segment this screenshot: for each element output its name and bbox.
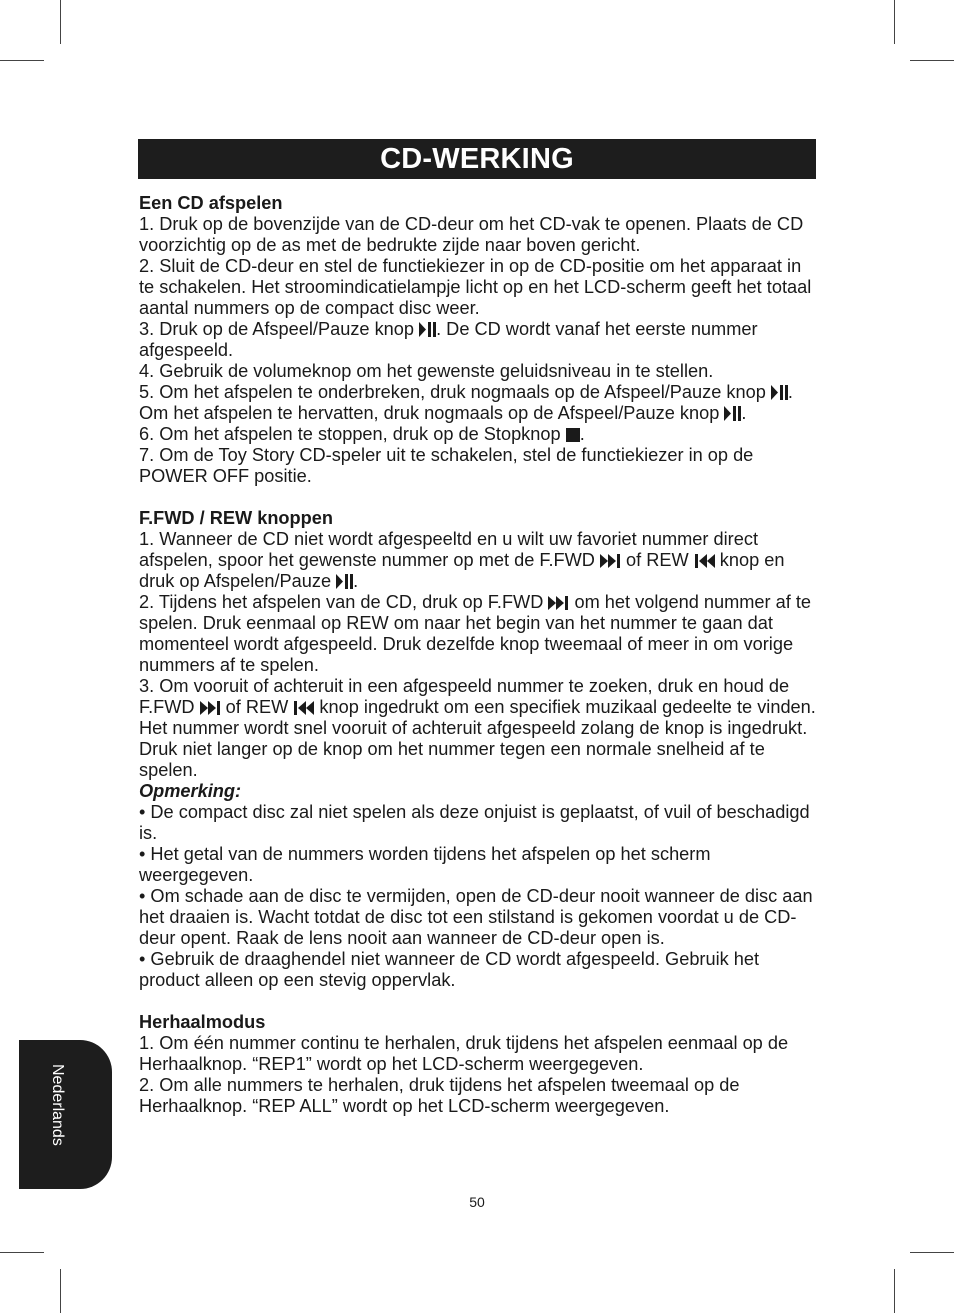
- text-run: 3. Om vooruit of achteruit in een afgespeeld nummer te zoeken, druk en houd de F.FWD: [139, 676, 790, 717]
- language-label: Nederlands: [49, 1064, 66, 1146]
- text-run: 6. Om het afspelen te stoppen, druk op de Stopknop: [139, 424, 566, 444]
- fast-forward-icon: [200, 701, 221, 715]
- crop-mark: [894, 1269, 895, 1313]
- text-run: . De CD wordt vanaf het eerste nummer afgespeeld.: [139, 319, 758, 360]
- text-run: 2. Tijdens het afspelen van de CD, druk op F.FWD: [139, 592, 549, 612]
- section-heading: F.FWD / REW knoppen: [139, 508, 333, 528]
- note-item: • Het getal van de nummers worden tijdens het afspelen op het scherm weergegeven.: [139, 844, 711, 885]
- note-item: • De compact disc zal niet spelen als deze onjuist is geplaatst, of vuil of beschadigd is.: [139, 802, 810, 843]
- play-pause-icon: [771, 385, 788, 400]
- crop-mark: [894, 0, 895, 44]
- play-pause-icon: [419, 322, 436, 337]
- language-tab: [19, 1040, 112, 1189]
- text-run: .: [353, 571, 359, 591]
- play-pause-icon: [336, 574, 353, 589]
- paragraph: [139, 676, 819, 781]
- paragraph: [139, 592, 819, 676]
- section-heading: Herhaalmodus: [139, 1012, 266, 1032]
- crop-mark: [60, 0, 61, 44]
- paragraph: 1. Druk op de bovenzijde van de CD-deur om het CD-vak te openen. Plaats de CD voorzichtig op de as met de bedrukte zijde naar boven gericht.: [139, 214, 804, 255]
- page-title-text: CD-WERKING: [380, 142, 574, 175]
- text-run: knop en druk op Afspelen/Pauze: [139, 550, 785, 591]
- text-run: knop ingedrukt om een specifiek muzikaal gedeelte te vinden. Het nummer wordt snel vooruit of achteruit afgespeeld zolang de knop is ingedrukt. Druk niet langer op de knop om het nummer tegen een normale snelheid af te spelen.: [139, 697, 816, 780]
- paragraph: [139, 382, 819, 424]
- paragraph: 4. Gebruik de volumeknop om het gewenste geluidsniveau in te stellen.: [139, 361, 714, 381]
- paragraph: 7. Om de Toy Story CD-speler uit te schakelen, stel de functiekiezer in op de POWER OFF positie.: [139, 445, 754, 486]
- text-run: 1. Wanneer de CD niet wordt afgespeeltd en u wilt uw favoriet nummer direct afspelen, spoor het gewenste nummer op met de F.FWD: [139, 529, 759, 570]
- paragraph: 2. Sluit de CD-deur en stel de functiekiezer in op de CD-positie om het apparaat in te schakelen. Het stroomindicatielampje licht op en het LCD-scherm geeft het totaal aantal nummers op de compact disc weer.: [139, 256, 812, 318]
- paragraph: 1. Om één nummer continu te herhalen, druk tijdens het afspelen eenmaal op de Herhaalknop. “REP1” wordt op het LCD-scherm weergegeven.: [139, 1033, 789, 1074]
- crop-mark: [0, 60, 44, 61]
- text-run: of REW: [220, 697, 294, 717]
- text-run: of REW: [620, 550, 694, 570]
- paragraph: [139, 529, 819, 592]
- text-run: om het volgend nummer af te spelen. Druk eenmaal op REW om naar het begin van het nummer te gaan dat momenteel wordt afgespeeld. Druk dezelfde knop tweemaal of meer in om vorige nummers af te spelen.: [139, 592, 812, 675]
- text-run: .: [579, 424, 585, 444]
- manual-content: [139, 193, 819, 1117]
- paragraph: [139, 319, 819, 361]
- paragraph: [139, 424, 819, 445]
- note-item: • Gebruik de draaghendel niet wanneer de CD wordt afgespeeld. Gebruik het product alleen op een stevig oppervlak.: [139, 949, 760, 990]
- crop-mark: [0, 1252, 44, 1253]
- text-run: 5. Om het afspelen te onderbreken, druk nogmaals op de Afspeel/Pauze knop: [139, 382, 771, 402]
- note-heading: Opmerking:: [139, 781, 242, 801]
- text-run: . Om het afspelen te hervatten, druk nogmaals op de Afspeel/Pauze knop: [139, 382, 793, 423]
- rewind-icon: [694, 554, 715, 568]
- text-run: .: [741, 403, 747, 423]
- fast-forward-icon: [600, 554, 621, 568]
- crop-mark: [910, 60, 954, 61]
- text-run: 3. Druk op de Afspeel/Pauze knop: [139, 319, 420, 339]
- stop-icon: [566, 428, 580, 442]
- spacer: [139, 487, 819, 508]
- section-heading: Een CD afspelen: [139, 193, 283, 213]
- page-title: [138, 139, 816, 179]
- crop-mark: [910, 1252, 954, 1253]
- fast-forward-icon: [548, 596, 569, 610]
- note-item: • Om schade aan de disc te vermijden, open de CD-deur nooit wanneer de disc aan het draaien is. Wacht totdat de disc tot een stilstand is gekomen voordat u de CD-deur opent. Raak de lens nooit aan wanneer de CD-deur open is.: [139, 886, 813, 948]
- page-number: 50: [469, 1194, 485, 1210]
- spacer: [139, 991, 819, 1012]
- paragraph: 2. Om alle nummers te herhalen, druk tijdens het afspelen tweemaal op de Herhaalknop. “REP ALL” wordt op het LCD-scherm weergegeven.: [139, 1075, 740, 1116]
- play-pause-icon: [724, 406, 741, 421]
- rewind-icon: [293, 701, 314, 715]
- crop-mark: [60, 1269, 61, 1313]
